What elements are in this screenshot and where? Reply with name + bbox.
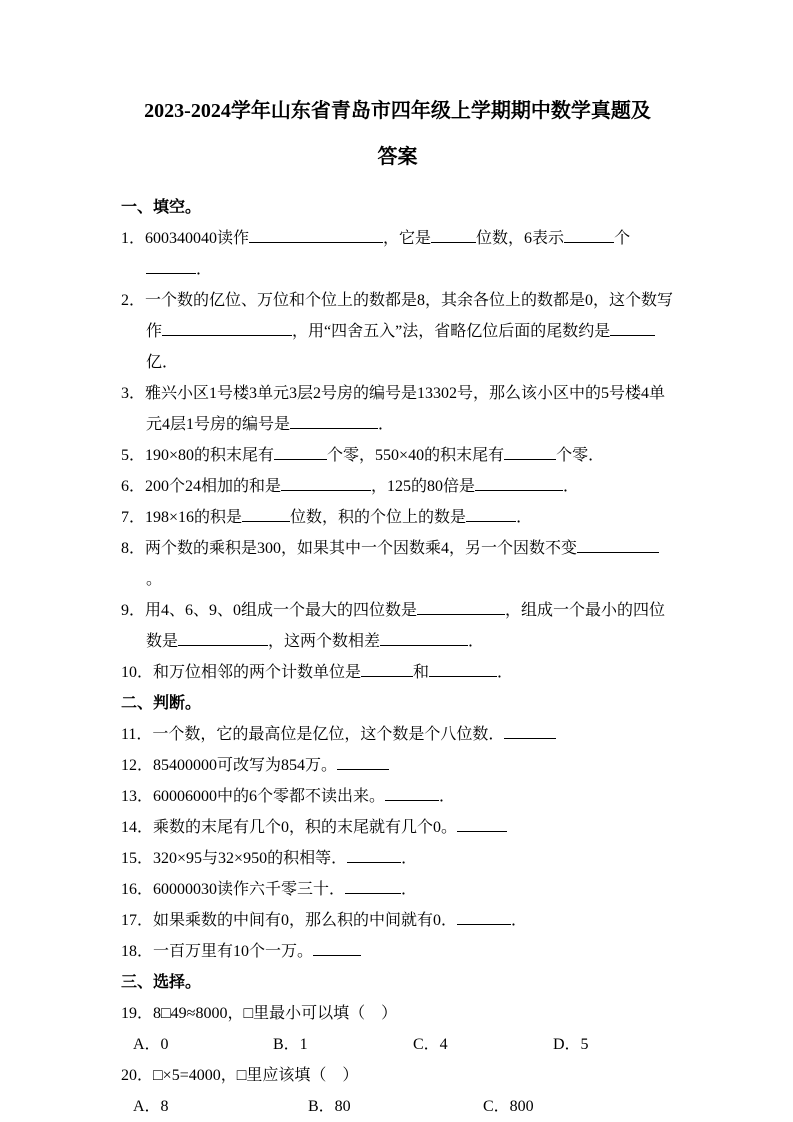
page-title-line1: 2023-2024学年山东省青岛市四年级上学期期中数学真题及 (144, 100, 651, 122)
question-item (121, 936, 674, 967)
choice-option: A．8 (133, 1098, 169, 1115)
question-text: 60000030读作六千零三十． (153, 881, 346, 898)
blank-underline (504, 723, 556, 739)
question-number: 17． (121, 912, 154, 929)
question-item (121, 657, 674, 688)
question-number: 9． (121, 602, 146, 619)
question-text: 8□49≈8000，□里最小可以填（ ） (153, 1005, 398, 1022)
blank-underline (417, 599, 505, 615)
question-number: 1． (121, 230, 146, 247)
blank-underline (431, 227, 476, 243)
choice-option: C．4 (413, 1036, 448, 1053)
question-number: 20． (121, 1067, 154, 1084)
blank-underline (146, 258, 196, 274)
question-text: 位数，6表示 (476, 230, 565, 247)
question-text: ． (511, 912, 528, 929)
question-item (121, 223, 674, 285)
question-text: 一个数，它的最高位是亿位，这个数是个八位数． (152, 726, 505, 743)
question-number: 14． (121, 819, 154, 836)
question-text: 雅兴小区1号楼3单元3层2号房的编号是13302号，那么该小区中的5号楼4单元4层1号房的编号是 (145, 385, 666, 433)
choice-option: D．5 (553, 1036, 589, 1053)
question-number: 7． (121, 509, 146, 526)
blank-underline (475, 475, 563, 491)
choice-option: C．800 (483, 1098, 534, 1115)
question-text: 60006000中的6个零都不读出来。 (153, 788, 386, 805)
question-item (121, 812, 674, 843)
question-text: 320×95与32×950的积相等． (153, 850, 348, 867)
question-number: 18． (121, 943, 154, 960)
blank-underline (504, 444, 556, 460)
question-text: 200个24相加的和是 (145, 478, 282, 495)
page-title (121, 88, 674, 180)
question-text: ，它是 (383, 230, 432, 247)
question-text: ． (516, 509, 533, 526)
question-text: 。 (146, 571, 163, 588)
question-text: 个 (614, 230, 631, 247)
question-text: 个零． (556, 447, 605, 464)
question-item (121, 502, 674, 533)
question-text: ． (401, 850, 418, 867)
question-item (121, 998, 674, 1029)
question-item (121, 719, 674, 750)
blank-underline (313, 940, 361, 956)
question-item (121, 595, 674, 657)
blank-underline (274, 444, 327, 460)
question-item (121, 843, 674, 874)
question-number: 16． (121, 881, 154, 898)
question-number: 11． (121, 726, 153, 743)
question-item (121, 285, 674, 378)
blank-underline (457, 816, 507, 832)
question-text: 和万位相邻的两个计数单位是 (153, 664, 362, 681)
question-text: 600340040读作 (145, 230, 250, 247)
blank-underline (577, 537, 659, 553)
blank-underline (337, 754, 389, 770)
question-text: ． (439, 788, 456, 805)
question-number: 15． (121, 850, 154, 867)
blank-underline (610, 320, 655, 336)
section-heading: 二、判断。 (121, 695, 202, 712)
blank-underline (457, 909, 511, 925)
question-number: 2． (121, 292, 146, 309)
blank-underline (429, 661, 497, 677)
question-text: 位数，积的个位上的数是 (290, 509, 467, 526)
question-number: 19． (121, 1005, 154, 1022)
question-item (121, 378, 674, 440)
question-item (121, 874, 674, 905)
question-item (121, 750, 674, 781)
question-item (121, 781, 674, 812)
question-text: 用4、6、9、0组成一个最大的四位数是 (145, 602, 418, 619)
blank-underline (347, 847, 401, 863)
question-item (121, 440, 674, 471)
question-text: 一百万里有10个一万。 (153, 943, 314, 960)
blank-underline (345, 878, 401, 894)
question-text: 190×80的积末尾有 (145, 447, 275, 464)
question-text: 如果乘数的中间有0，那么积的中间就有0． (153, 912, 458, 929)
question-text: ． (401, 881, 418, 898)
question-text: ． (468, 633, 485, 650)
question-text: 两个数的乘积是300，如果其中一个因数乘4，另一个因数不变 (145, 540, 578, 557)
question-text: 一个数的亿位、万位和个位上的数都是8，其余各位上的数都是0，这个数写作 (145, 292, 674, 340)
blank-underline (290, 413, 378, 429)
question-number: 10． (121, 664, 154, 681)
question-text: ． (378, 416, 395, 433)
question-text: 85400000可改写为854万。 (153, 757, 338, 774)
question-text: 乘数的末尾有几个0，积的末尾就有几个0。 (153, 819, 458, 836)
question-number: 13． (121, 788, 154, 805)
choice-row (121, 1029, 674, 1060)
blank-underline (242, 506, 290, 522)
question-text: 和 (413, 664, 430, 681)
blank-underline (162, 320, 292, 336)
question-text: 198×16的积是 (145, 509, 243, 526)
choice-row (121, 1091, 674, 1122)
question-text: ，这两个数相差 (268, 633, 381, 650)
blank-underline (178, 630, 268, 646)
page-title-line2: 答案 (377, 146, 418, 168)
choice-option: A．0 (133, 1036, 169, 1053)
question-item (121, 1060, 674, 1091)
question-text: □×5=4000，□里应该填（ ） (153, 1067, 359, 1084)
question-number: 12． (121, 757, 154, 774)
question-item (121, 533, 674, 595)
choice-option: B．1 (273, 1036, 308, 1053)
blank-underline (361, 661, 413, 677)
section-heading: 一、填空。 (121, 199, 202, 216)
blank-underline (564, 227, 614, 243)
question-number: 5． (121, 447, 146, 464)
question-text: ． (196, 261, 213, 278)
blank-underline (466, 506, 516, 522)
question-number: 6． (121, 478, 146, 495)
question-item (121, 905, 674, 936)
choice-option: B．80 (308, 1098, 351, 1115)
question-text: ，125的80倍是 (371, 478, 476, 495)
question-text: ，用“四舍五入”法，省略亿位后面的尾数约是 (292, 323, 611, 340)
question-number: 8． (121, 540, 146, 557)
blank-underline (281, 475, 371, 491)
section-heading: 三、选择。 (121, 974, 202, 991)
question-item (121, 471, 674, 502)
question-text: 个零，550×40的积末尾有 (327, 447, 505, 464)
question-text: ． (497, 664, 514, 681)
blank-underline (249, 227, 383, 243)
question-number: 3． (121, 385, 146, 402)
blank-underline (380, 630, 468, 646)
question-text: ，组成一个最小的四位数是 (146, 602, 666, 650)
question-text: ． (563, 478, 580, 495)
blank-underline (385, 785, 439, 801)
question-text: 亿． (146, 354, 179, 371)
exam-content (121, 192, 674, 1122)
